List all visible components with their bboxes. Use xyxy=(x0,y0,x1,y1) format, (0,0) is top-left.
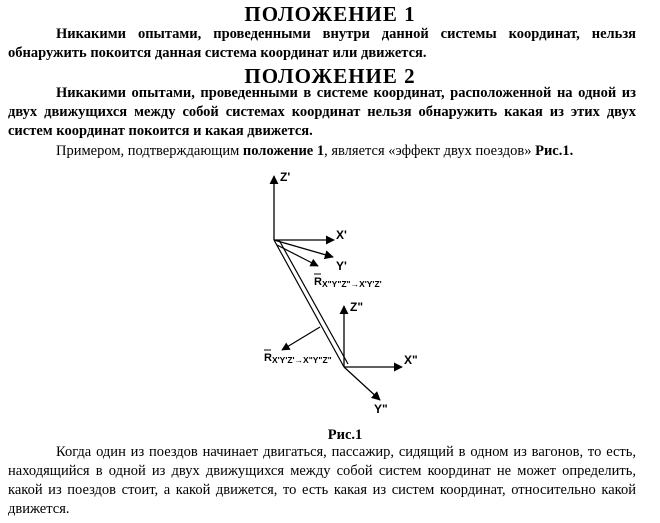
label-x1: X' xyxy=(336,228,347,242)
label-r-second-main: R xyxy=(264,352,272,364)
label-z2: Z" xyxy=(350,300,364,314)
heading-position-2: ПОЛОЖЕНИЕ 2 xyxy=(244,64,416,88)
vector-r-to-second xyxy=(282,327,320,350)
label-r-first-main: R xyxy=(314,276,322,288)
label-x2: X" xyxy=(404,353,418,367)
example-fig-ref: Рис.1. xyxy=(535,143,574,159)
label-y2: Y" xyxy=(374,402,388,416)
statement-1: Никакими опытами, проведенными внутри данной системы координат, нельзя обнаружить покоится данная система координат или движется. xyxy=(8,26,636,61)
label-r-first xyxy=(314,276,382,289)
figure-caption: Рис.1 xyxy=(327,427,363,443)
example-bold-ref: положение 1 xyxy=(242,143,325,159)
example-text-middle: , является «эффект двух поездов» xyxy=(324,143,536,159)
label-r-second xyxy=(264,352,332,365)
example-text-start: Примером, подтверждающим xyxy=(56,143,243,159)
label-y1: Y' xyxy=(336,259,347,273)
example-paragraph xyxy=(8,142,636,161)
heading-position-1: ПОЛОЖЕНИЕ 1 xyxy=(244,2,416,26)
label-r-first-sub: X"Y"Z"→X'Y'Z' xyxy=(321,279,382,289)
label-r-second-sub: X'Y'Z'→X"Y"Z" xyxy=(271,355,332,365)
figure-two-coordinate-systems xyxy=(0,160,660,420)
statement-2: Никакими опытами, проведенными в системе координат, расположенной на одной из двух движущихся между собой системах координат нельзя обнаружить какая из этих двух систем координат покоится и какая движется. xyxy=(8,85,636,139)
closing-paragraph: Когда один из поездов начинает двигаться, пассажир, сидящий в одном из вагонов, то есть, находящийся в одной из двух движущихся между собой систем координат не может определить, какой из поездов стоит, а какой движется, то есть какая из систем координат, относительно какой движется. xyxy=(8,444,636,517)
axis-y2 xyxy=(344,367,380,400)
label-z1: Z' xyxy=(280,170,291,184)
